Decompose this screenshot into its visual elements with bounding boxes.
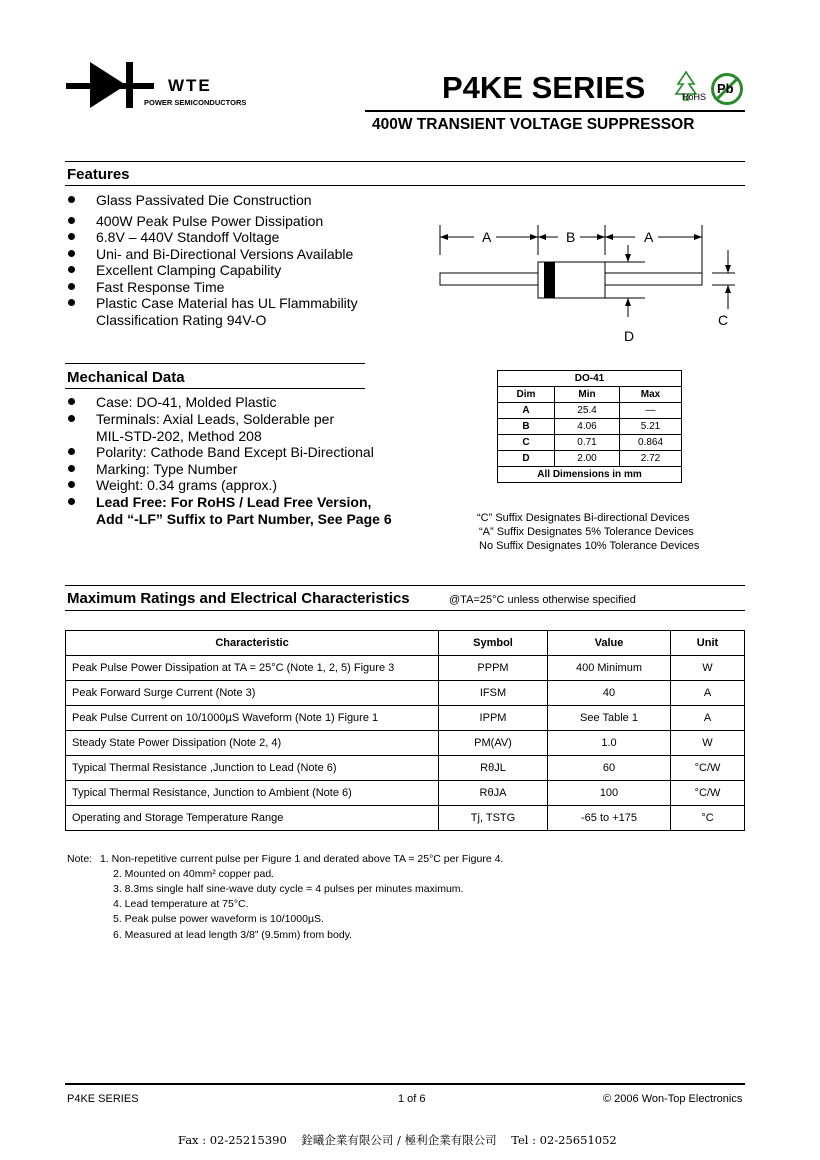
table-row bbox=[66, 756, 745, 781]
dim-table-title: DO-41 bbox=[498, 371, 682, 387]
bullet-icon bbox=[68, 415, 75, 422]
value-cell: 40 bbox=[548, 681, 671, 706]
ratings-condition: @TA=25°C unless otherwise specified bbox=[449, 594, 636, 606]
pb-free-badge bbox=[710, 72, 744, 106]
bullet-icon bbox=[68, 465, 75, 472]
dim-header: Min bbox=[555, 387, 620, 403]
dim-cell: — bbox=[620, 403, 682, 419]
note-item: 2. Mounted on 40mm² copper pad. bbox=[113, 868, 275, 880]
footer-copyright: © 2006 Won-Top Electronics bbox=[603, 1093, 743, 1105]
footer-page-number: 1 of 6 bbox=[398, 1093, 426, 1105]
char-cell: Peak Forward Surge Current (Note 3) bbox=[66, 681, 439, 706]
feature-item: 6.8V – 440V Standoff Voltage bbox=[96, 229, 280, 245]
value-cell: 400 Minimum bbox=[548, 656, 671, 681]
feature-item: 400W Peak Pulse Power Dissipation bbox=[96, 213, 324, 229]
ratings-rule-top bbox=[65, 585, 745, 586]
mechanical-rule-top bbox=[65, 363, 365, 364]
ratings-header: Unit bbox=[671, 631, 745, 656]
bullet-icon bbox=[68, 498, 75, 505]
dim-cell: D bbox=[498, 451, 555, 467]
pb-label: Pb bbox=[717, 81, 734, 96]
dim-label-d: D bbox=[624, 328, 635, 344]
bullet-icon bbox=[68, 481, 75, 488]
bullet-icon bbox=[68, 233, 75, 240]
ratings-rule-bottom bbox=[65, 610, 745, 611]
feature-item: Fast Response Time bbox=[96, 279, 225, 295]
char-cell: Typical Thermal Resistance ,Junction to Lead (Note 6) bbox=[66, 756, 439, 781]
table-row bbox=[66, 781, 745, 806]
package-diagram bbox=[430, 215, 750, 350]
footer-left: P4KE SERIES bbox=[67, 1093, 139, 1105]
suffix-note: “C” Suffix Designates Bi-directional Devices bbox=[477, 512, 690, 524]
value-cell: -65 to +175 bbox=[548, 806, 671, 831]
dim-cell: B bbox=[498, 419, 555, 435]
table-row bbox=[66, 731, 745, 756]
dim-cell: 4.06 bbox=[555, 419, 620, 435]
table-row bbox=[66, 656, 745, 681]
bullet-icon bbox=[68, 299, 75, 306]
mechanical-rule-bottom bbox=[65, 388, 365, 389]
dim-cell: 5.21 bbox=[620, 419, 682, 435]
mechanical-item: Weight: 0.34 grams (approx.) bbox=[96, 477, 278, 493]
dim-header: Dim bbox=[498, 387, 555, 403]
value-cell: 100 bbox=[548, 781, 671, 806]
value-cell: 60 bbox=[548, 756, 671, 781]
mechanical-item: MIL-STD-202, Method 208 bbox=[96, 428, 262, 444]
company-logo bbox=[66, 60, 246, 112]
dim-label-a-right: A bbox=[644, 229, 654, 245]
symbol-cell: IFSM bbox=[439, 681, 548, 706]
mechanical-item: Marking: Type Number bbox=[96, 461, 238, 477]
symbol-cell: IPPM bbox=[439, 706, 548, 731]
logo-subtext: POWER SEMICONDUCTORS bbox=[144, 98, 247, 107]
dim-label-a-left: A bbox=[482, 229, 492, 245]
note-item: 4. Lead temperature at 75°C. bbox=[113, 898, 249, 910]
ratings-heading: Maximum Ratings and Electrical Characteristics bbox=[67, 590, 410, 607]
bullet-icon bbox=[68, 398, 75, 405]
features-heading: Features bbox=[67, 166, 130, 183]
dim-cell: C bbox=[498, 435, 555, 451]
logo-text: WTE bbox=[168, 76, 212, 95]
symbol-cell: Tj, TSTG bbox=[439, 806, 548, 831]
dim-label-c: C bbox=[718, 312, 729, 328]
symbol-cell: PM(AV) bbox=[439, 731, 548, 756]
unit-cell: A bbox=[671, 706, 745, 731]
unit-cell: °C/W bbox=[671, 781, 745, 806]
dim-cell: A bbox=[498, 403, 555, 419]
note-item: 1. Non-repetitive current pulse per Figure 1 and derated above TA = 25°C per Figure 4. bbox=[100, 853, 504, 865]
symbol-cell: PPPM bbox=[439, 656, 548, 681]
features-rule-top bbox=[65, 161, 745, 162]
note-item: 5. Peak pulse power waveform is 10/1000µS. bbox=[113, 913, 324, 925]
value-cell: 1.0 bbox=[548, 731, 671, 756]
dim-header: Max bbox=[620, 387, 682, 403]
dim-cell: 0.71 bbox=[555, 435, 620, 451]
notes-label: Note: bbox=[67, 853, 93, 865]
dim-label-b: B bbox=[566, 229, 576, 245]
diode-logo-icon bbox=[66, 60, 156, 110]
dim-cell: 2.00 bbox=[555, 451, 620, 467]
dimension-table bbox=[497, 370, 682, 483]
feature-item: Classification Rating 94V-O bbox=[96, 312, 267, 328]
ratings-table bbox=[65, 630, 745, 831]
symbol-cell: RθJA bbox=[439, 781, 548, 806]
dim-cell: 2.72 bbox=[620, 451, 682, 467]
unit-cell: °C bbox=[671, 806, 745, 831]
fax-line: Fax : 02-25215390 銓曦企業有限公司 / 極利企業有限公司 Tel : 02-25651052 bbox=[178, 1133, 617, 1147]
table-row bbox=[66, 806, 745, 831]
value-cell: See Table 1 bbox=[548, 706, 671, 731]
note-item: 3. 8.3ms single half sine-wave duty cycle = 4 pulses per minutes maximum. bbox=[113, 883, 464, 895]
mechanical-item: Polarity: Cathode Band Except Bi-Directional bbox=[96, 444, 374, 460]
bullet-icon bbox=[68, 217, 75, 224]
bullet-icon bbox=[68, 448, 75, 455]
ratings-header: Symbol bbox=[439, 631, 548, 656]
feature-item: Excellent Clamping Capability bbox=[96, 262, 282, 278]
dim-cell: 25.4 bbox=[555, 403, 620, 419]
mechanical-item: Terminals: Axial Leads, Solderable per bbox=[96, 411, 335, 427]
ratings-header: Value bbox=[548, 631, 671, 656]
header-rule bbox=[365, 110, 745, 112]
feature-item: Uni- and Bi-Directional Versions Available bbox=[96, 246, 354, 262]
dim-cell: 0.864 bbox=[620, 435, 682, 451]
footer-rule bbox=[65, 1083, 745, 1085]
char-cell: Steady State Power Dissipation (Note 2, 4) bbox=[66, 731, 439, 756]
bullet-icon bbox=[68, 266, 75, 273]
page-subtitle: 400W TRANSIENT VOLTAGE SUPPRESSOR bbox=[372, 116, 695, 133]
unit-cell: W bbox=[671, 731, 745, 756]
mechanical-item-leadfree: Lead Free: For RoHS / Lead Free Version, bbox=[96, 494, 372, 510]
bullet-icon bbox=[68, 250, 75, 257]
bullet-icon bbox=[68, 283, 75, 290]
char-cell: Peak Pulse Current on 10/1000µS Waveform (Note 1) Figure 1 bbox=[66, 706, 439, 731]
bullet-icon bbox=[68, 196, 75, 203]
feature-item: Glass Passivated Die Construction bbox=[96, 192, 312, 208]
features-rule-bottom bbox=[65, 185, 745, 186]
dim-table-footer: All Dimensions in mm bbox=[498, 467, 682, 483]
suffix-note: “A” Suffix Designates 5% Tolerance Devices bbox=[479, 526, 694, 538]
rohs-badge bbox=[674, 70, 712, 106]
mechanical-item-leadfree: Add “-LF” Suffix to Part Number, See Page 6 bbox=[96, 511, 392, 527]
ratings-header: Characteristic bbox=[66, 631, 439, 656]
unit-cell: W bbox=[671, 656, 745, 681]
table-row bbox=[66, 681, 745, 706]
table-row bbox=[66, 706, 745, 731]
unit-cell: °C/W bbox=[671, 756, 745, 781]
mechanical-heading: Mechanical Data bbox=[67, 369, 185, 386]
suffix-note: No Suffix Designates 10% Tolerance Devices bbox=[479, 540, 700, 552]
char-cell: Operating and Storage Temperature Range bbox=[66, 806, 439, 831]
rohs-label: RoHS bbox=[682, 92, 707, 102]
page-title: P4KE SERIES bbox=[442, 70, 646, 105]
char-cell: Peak Pulse Power Dissipation at TA = 25°C (Note 1, 2, 5) Figure 3 bbox=[66, 656, 439, 681]
char-cell: Typical Thermal Resistance, Junction to Ambient (Note 6) bbox=[66, 781, 439, 806]
symbol-cell: RθJL bbox=[439, 756, 548, 781]
mechanical-item: Case: DO-41, Molded Plastic bbox=[96, 394, 277, 410]
feature-item: Plastic Case Material has UL Flammability bbox=[96, 295, 358, 311]
note-item: 6. Measured at lead length 3/8” (9.5mm) from body. bbox=[113, 929, 353, 941]
unit-cell: A bbox=[671, 681, 745, 706]
